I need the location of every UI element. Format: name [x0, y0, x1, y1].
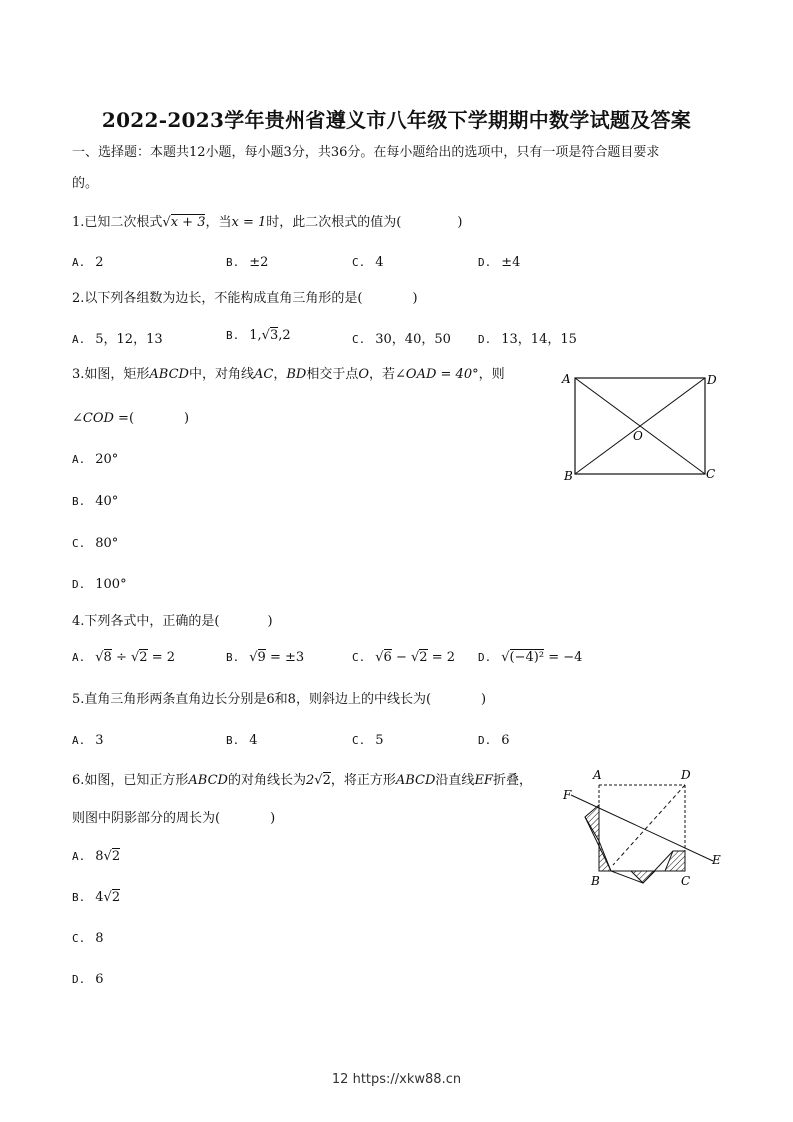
shaded-left [585, 805, 599, 841]
label-e: E [712, 853, 721, 867]
label-a: A [593, 768, 602, 782]
question-1-option-d: D. ±4 [478, 255, 521, 270]
question-2-option-d: D. 13，14，15 [478, 332, 577, 347]
label-b: B [564, 469, 573, 483]
question-3-stem-line2: ∠COD =( ) [72, 411, 190, 426]
question-6-option-d: D. 6 [72, 972, 104, 987]
label-c: C [706, 467, 716, 481]
question-1-option-c: C. 4 [352, 255, 384, 270]
question-3-option-c: C. 80° [72, 536, 119, 551]
question-2-option-c: C. 30，40，50 [352, 332, 451, 347]
square-fold-figure [555, 765, 730, 890]
page-title: 2022-2023学年贵州省遵义市八年级下学期期中数学试题及答案 [101, 108, 692, 132]
label-d: D [681, 768, 691, 782]
question-3-stem: 3.如图，矩形ABCD中，对角线AC，BD相交于点O，若∠OAD = 40°，则 [72, 367, 505, 382]
question-4-option-b: B. √9 = ±3 [226, 650, 305, 665]
question-6-option-a: A. 8√2 [72, 849, 121, 864]
question-6-option-c: C. 8 [72, 931, 104, 946]
section-heading-line2: 的。 [72, 176, 99, 191]
question-3-option-d: D. 100° [72, 577, 127, 592]
question-3-option-b: B. 40° [72, 494, 119, 509]
page-footer: 12 https://xkw88.cn [331, 1072, 462, 1087]
question-6-option-b: B. 4√2 [72, 890, 121, 905]
label-f: F [563, 788, 572, 802]
section-heading-line1: 一、选择题：本题共12小题，每小题3分，共36分。在每小题给出的选项中，只有一项是符合题目要求 [72, 145, 660, 160]
question-6-stem-line2: 则图中阴影部分的周长为( ) [72, 811, 276, 826]
question-4-option-a: A. √8 ÷ √2 = 2 [72, 650, 176, 665]
question-1-option-a: A. 2 [72, 255, 104, 270]
question-6-stem: 6.如图，已知正方形ABCD的对角线长为2√2，将正方形ABCD沿直线EF折叠， [72, 773, 532, 788]
question-2-option-a: A. 5，12，13 [72, 332, 163, 347]
question-1-stem: 1.已知二次根式√x + 3，当x = 1时，此二次根式的值为( ) [72, 215, 463, 230]
question-2-option-b: B. 1,√3,2 [226, 328, 291, 343]
radicand: x + 3 [170, 215, 206, 230]
label-c: C [681, 874, 691, 888]
question-5-option-b: B. 4 [226, 733, 258, 748]
question-4-option-c: C. √6 − √2 = 2 [352, 650, 456, 665]
label-a: A [562, 372, 571, 386]
label-o: O [633, 429, 643, 443]
question-5-stem: 5.直角三角形两条直角边长分别是6和8，则斜边上的中线长为( ) [72, 692, 487, 707]
label-b: B [591, 874, 600, 888]
label-d: D [707, 373, 717, 387]
shaded-right [665, 851, 685, 871]
question-5-option-c: C. 5 [352, 733, 384, 748]
rectangle-figure [555, 368, 725, 483]
question-1-option-b: B. ±2 [226, 255, 269, 270]
question-5-option-d: D. 6 [478, 733, 510, 748]
question-4-stem: 4.下列各式中，正确的是( ) [72, 614, 273, 629]
question-4-option-d: D. √(−4)² = −4 [478, 650, 583, 665]
question-5-option-a: A. 3 [72, 733, 104, 748]
question-2-stem: 2.以下列各组数为边长，不能构成直角三角形的是( ) [72, 291, 418, 306]
shaded-bottom [631, 871, 655, 883]
sqrt-sign: √ [162, 215, 171, 230]
question-3-option-a: A. 20° [72, 452, 119, 467]
